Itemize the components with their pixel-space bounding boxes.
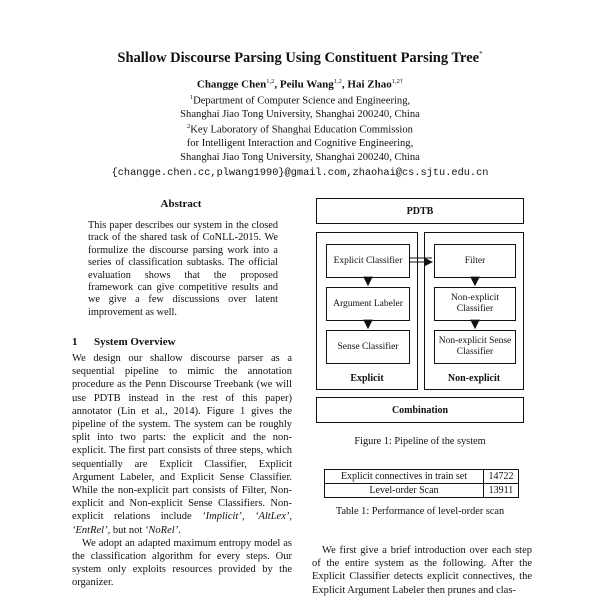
table-cell: Level-order Scan	[325, 484, 484, 498]
nonexplicit-sense-classifier-node: Non-explicit Sense Classifier	[434, 330, 516, 364]
explicit-classifier-node: Explicit Classifier	[326, 244, 410, 278]
affiliation-line: for Intelligent Interaction and Cognitive Engineering,	[186, 138, 414, 149]
table-caption: Table 1: Performance of level-order scan	[335, 506, 505, 517]
abstract-text: This paper describes our system in the closed track of the shared task of CoNLL-2015. We formulize the discourse parsing work into a series of classification subtasks. The official evaluation shows that the proposed framework can give competitive results and we give a few discussions over latent improvement as well.	[88, 220, 278, 318]
paragraph: We adopt an adapted maximum entropy model as the classification algorithm for every steps. Our system only exploits resources provided by the organizer.	[72, 537, 292, 589]
table-cell: 14722	[484, 470, 519, 484]
combination-box: Combination	[316, 397, 524, 423]
table-row	[325, 470, 519, 484]
right-column-text	[312, 544, 532, 597]
performance-table	[324, 469, 519, 498]
author-name: Hai Zhao	[347, 78, 392, 91]
pdtb-box: PDTB	[316, 198, 524, 224]
affiliation-line: Shanghai Jiao Tong University, Shanghai 200240, China	[180, 152, 420, 163]
affiliation-line: $^2$Key Laboratory of Shanghai Education Commission	[187, 123, 413, 136]
nonexplicit-classifier-node: Non-explicit Classifier	[434, 287, 516, 321]
table-row	[325, 484, 519, 498]
author-name: Peilu Wang	[279, 78, 334, 91]
argument-labeler-node: Argument Labeler	[326, 287, 410, 321]
affiliation-line: Shanghai Jiao Tong University, Shanghai 200240, China	[180, 109, 420, 120]
author-name: Changge Chen	[196, 78, 267, 91]
table-cell: Explicit connectives in train set	[325, 470, 484, 484]
sense-classifier-node: Sense Classifier	[326, 330, 410, 364]
section-heading: 1 System Overview	[72, 336, 176, 348]
abstract-heading: Abstract	[160, 198, 202, 210]
paragraph: We design our shallow discourse parser as a sequential pipeline to mimic the annotation procedure as the Penn Discourse Treebank (we will use PDTB instead in the rest of this paper) annotator (Lin et al., 2014). Figure 1 gives the pipeline of the system. The system can be roughly split into two parts: the explicit and the non-explicit. The first part consists of three steps, which sequentially are Explicit Classifier, Explicit Argument Labeler, and Explicit Sense Classifier. While the non-explicit part consists of Filter, Non-explicit and Non-explicit Sense Classifiers. Non-explicit relations include ‘Implicit’, ‘AltLex’, ‘EntRel’, but not ‘NoRel’.	[72, 353, 292, 536]
author-emails: {changge.chen.cc,plwang1990}@gmail.com,zhaohai@cs.sjtu.edu.cn	[111, 167, 489, 179]
table-cell: 13911	[484, 484, 519, 498]
paragraph: We first give a brief introduction over each step of the entire system as the following. After the Explicit Classifier detects explicit connectives, the Explicit Argument Labeler then prunes and clas-	[312, 545, 532, 596]
filter-node: Filter	[434, 244, 516, 278]
paper-title: Shallow Discourse Parsing Using Constituent Parsing Tree*	[117, 50, 483, 66]
figure-caption: Figure 1: Pipeline of the system	[354, 436, 486, 447]
author-line: Changge Chen$^{1,2}$, Peilu Wang$^{1,2}$, Hai Zhao$^{1,2\dagger}$	[196, 78, 404, 91]
nonexplicit-label: Non-explicit	[447, 373, 501, 384]
affiliation-line: $^1$Department of Computer Science and Engineering,	[189, 94, 411, 107]
explicit-label: Explicit	[350, 373, 384, 384]
